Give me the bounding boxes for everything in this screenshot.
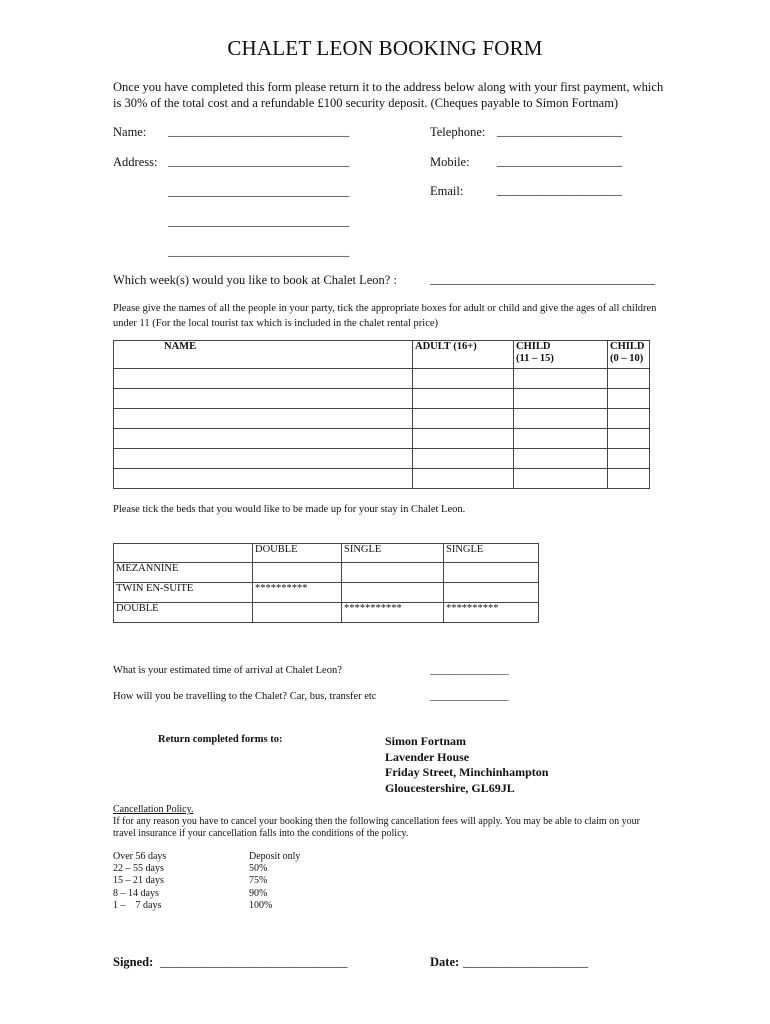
period-item: Over 56 days <box>113 851 167 862</box>
beds-header-blank <box>114 544 253 563</box>
party-child-older-cell[interactable] <box>514 429 608 449</box>
week-field[interactable]: ____________________________________ <box>430 272 655 286</box>
party-child-younger-cell[interactable] <box>608 449 650 469</box>
beds-unavailable-cell: *********** <box>342 603 444 623</box>
party-adult-cell[interactable] <box>413 449 514 469</box>
beds-tick-cell[interactable] <box>342 583 444 603</box>
party-child-younger-cell[interactable] <box>608 469 650 489</box>
party-row <box>114 449 650 469</box>
beds-row-double <box>114 603 539 623</box>
signature-field[interactable]: ______________________________ <box>160 955 348 969</box>
date-field[interactable]: ____________________ <box>463 955 588 969</box>
beds-tick-cell[interactable] <box>444 563 539 583</box>
address-label: Address: <box>113 155 158 169</box>
party-instructions: Please give the names of all the people in your party, tick the appropriate boxes for adult or child and give the ages of all children under 11 (For the local tourist tax which is included in the chalet rental price) <box>113 303 657 329</box>
fee-item: Deposit only <box>249 851 301 862</box>
address-field-line-2[interactable]: _____________________________ <box>168 184 350 198</box>
email-field[interactable]: ____________________ <box>497 183 622 197</box>
party-child-younger-cell[interactable] <box>608 409 650 429</box>
fee-item: 100% <box>249 899 273 911</box>
address-field-line-1[interactable]: _____________________________ <box>168 154 350 168</box>
arrival-field[interactable]: _______________ <box>430 665 509 676</box>
travel-field[interactable]: _______________ <box>430 691 509 702</box>
address-field-line-4[interactable]: _____________________________ <box>168 244 350 258</box>
party-adult-cell[interactable] <box>413 469 514 489</box>
party-header-child-younger: CHILD (0 – 10) <box>608 341 650 369</box>
beds-header-row <box>114 544 539 563</box>
party-child-older-cell[interactable] <box>514 449 608 469</box>
party-row <box>114 389 650 409</box>
beds-room-label: TWIN EN-SUITE <box>114 583 253 603</box>
party-header-child-older: CHILD (11 – 15) <box>514 341 608 369</box>
cancellation-text: If for any reason you have to cancel your booking then the following cancellation fees will apply. You may be able to claim on your travel insurance if your cancellation falls into the conditions of the policy. <box>113 816 640 839</box>
address-line-3: Friday Street, Minchinhampton <box>385 765 549 779</box>
return-label: Return completed forms to: <box>158 734 283 745</box>
beds-table <box>113 543 539 623</box>
fee-item: 50% <box>249 863 268 875</box>
party-child-older-cell[interactable] <box>514 389 608 409</box>
party-child-older-cell[interactable] <box>514 409 608 429</box>
name-field[interactable]: _____________________________ <box>168 124 350 138</box>
beds-row-twin-en-suite <box>114 583 539 603</box>
period-item: 1 – 7 days <box>113 899 162 911</box>
party-adult-cell[interactable] <box>413 389 514 409</box>
beds-room-label: MEZANNINE <box>114 563 253 583</box>
beds-unavailable-cell: ********** <box>253 583 342 603</box>
travel-question: How will you be travelling to the Chalet? Car, bus, transfer etc <box>113 691 377 702</box>
party-row <box>114 409 650 429</box>
party-child-younger-cell[interactable] <box>608 389 650 409</box>
intro-paragraph: Once you have completed this form please return it to the address below along with your first payment, which is 30% of the total cost and a refundable £100 security deposit. (Cheques payable to Simon Fortnam) <box>113 80 664 110</box>
period-item: 22 – 55 days <box>113 863 164 875</box>
beds-row-mezannine <box>114 563 539 583</box>
party-table <box>113 340 650 489</box>
cancellation-periods <box>113 851 166 912</box>
return-address <box>385 734 548 796</box>
beds-room-label: DOUBLE <box>114 603 253 623</box>
fee-item: 90% <box>249 887 268 899</box>
beds-tick-cell[interactable] <box>253 563 342 583</box>
name-label: Name: <box>113 125 147 139</box>
party-name-cell[interactable] <box>114 469 413 489</box>
arrival-question: What is your estimated time of arrival at Chalet Leon? <box>113 665 342 676</box>
fee-item: 75% <box>249 875 268 887</box>
party-row <box>114 429 650 449</box>
mobile-field[interactable]: ____________________ <box>497 154 622 168</box>
party-name-cell[interactable] <box>114 449 413 469</box>
form-title: CHALET LEON BOOKING FORM <box>227 36 543 60</box>
period-item: 8 – 14 days <box>113 887 159 899</box>
email-label: Email: <box>430 184 464 198</box>
party-adult-cell[interactable] <box>413 429 514 449</box>
party-name-cell[interactable] <box>114 429 413 449</box>
beds-tick-cell[interactable] <box>253 603 342 623</box>
party-header-adult: ADULT (16+) <box>413 341 514 369</box>
party-name-cell[interactable] <box>114 389 413 409</box>
party-header-name: NAME <box>114 341 413 369</box>
beds-instruction: Please tick the beds that you would like to be made up for your stay in Chalet Leon. <box>113 504 466 515</box>
signed-label: Signed: <box>113 955 154 969</box>
telephone-label: Telephone: <box>430 125 486 139</box>
mobile-label: Mobile: <box>430 155 470 169</box>
beds-tick-cell[interactable] <box>342 563 444 583</box>
party-row <box>114 369 650 389</box>
telephone-field[interactable]: ____________________ <box>497 124 622 138</box>
party-child-older-cell[interactable] <box>514 369 608 389</box>
beds-unavailable-cell: ********** <box>444 603 539 623</box>
party-table-header-row <box>114 341 650 369</box>
beds-header-double: DOUBLE <box>253 544 342 563</box>
date-label: Date: <box>430 955 460 969</box>
beds-header-single-2: SINGLE <box>444 544 539 563</box>
party-name-cell[interactable] <box>114 409 413 429</box>
beds-tick-cell[interactable] <box>444 583 539 603</box>
party-row <box>114 469 650 489</box>
period-item: 15 – 21 days <box>113 875 164 887</box>
party-name-cell[interactable] <box>114 369 413 389</box>
party-child-younger-cell[interactable] <box>608 429 650 449</box>
address-line-1: Simon Fortnam <box>385 734 466 748</box>
party-child-older-cell[interactable] <box>514 469 608 489</box>
cancellation-title: Cancellation Policy. <box>113 804 194 815</box>
party-child-younger-cell[interactable] <box>608 369 650 389</box>
beds-header-single: SINGLE <box>342 544 444 563</box>
address-line-2: Lavender House <box>385 749 470 764</box>
address-line-4: Gloucestershire, GL69JL <box>385 780 515 795</box>
address-field-line-3[interactable]: _____________________________ <box>168 214 350 228</box>
party-adult-cell[interactable] <box>413 369 514 389</box>
party-adult-cell[interactable] <box>413 409 514 429</box>
cancellation-fees <box>249 851 300 912</box>
week-question: Which week(s) would you like to book at Chalet Leon? : <box>113 273 397 287</box>
